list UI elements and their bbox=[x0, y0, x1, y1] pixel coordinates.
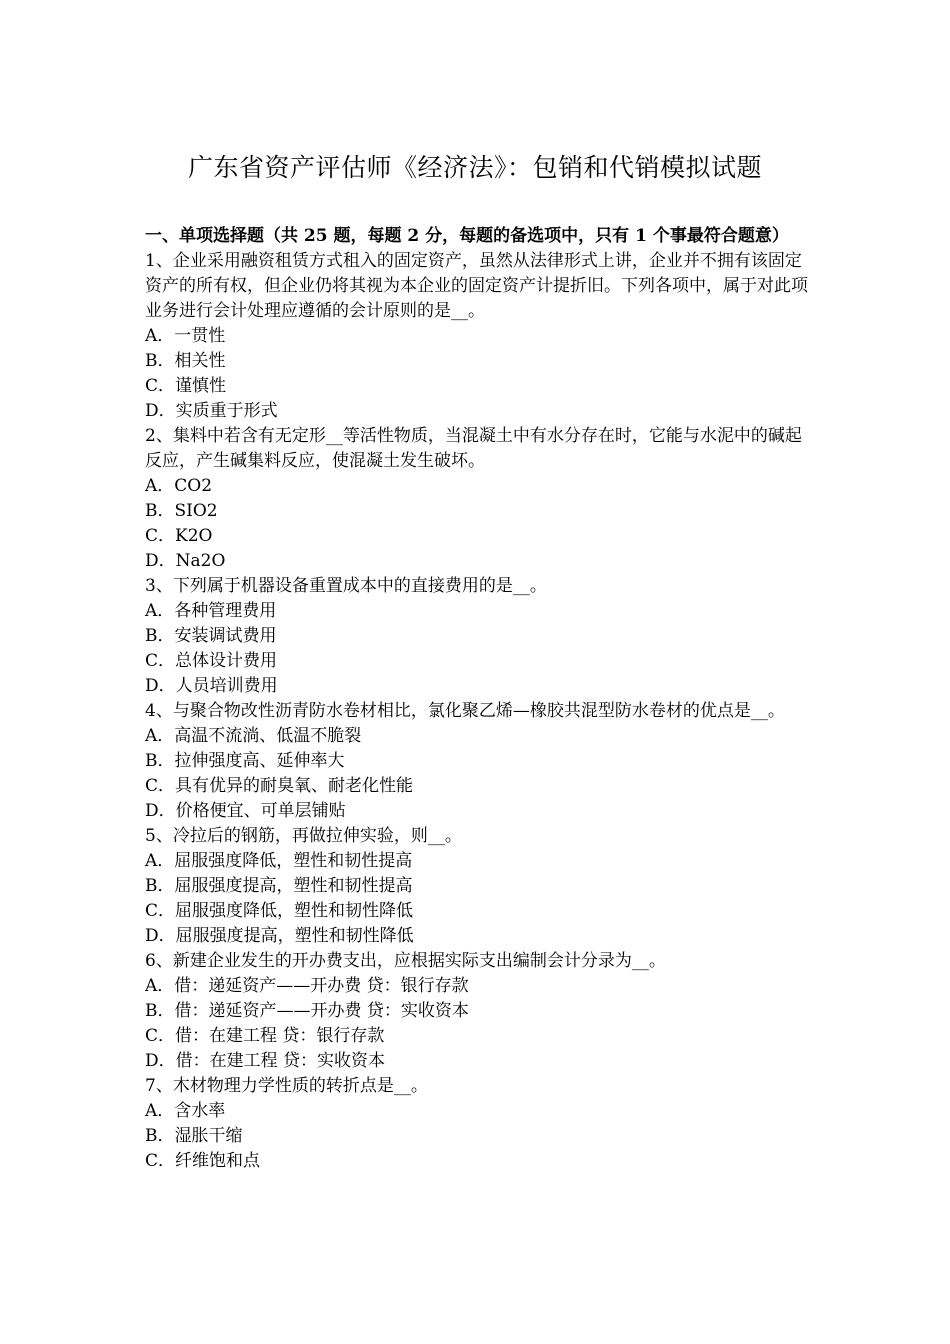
option-b: B．借：递延资产——开办费 贷：实收资本 bbox=[145, 1001, 469, 1021]
option-b: B．SIO2 bbox=[145, 501, 218, 521]
question-5 bbox=[145, 824, 810, 949]
option-a: A．屈服强度降低，塑性和韧性提高 bbox=[145, 851, 413, 871]
option-a: A．含水率 bbox=[145, 1101, 226, 1121]
option-c: C．谨慎性 bbox=[145, 376, 227, 396]
question-stem: 4、与聚合物改性沥青防水卷材相比，氯化聚乙烯—橡胶共混型防水卷材的优点是__。 bbox=[145, 701, 785, 721]
question-stem: 2、集料中若含有无定形__等活性物质，当混凝土中有水分存在时，它能与水泥中的碱起反应，产生碱集料反应，使混凝土发生破坏。 bbox=[145, 426, 802, 471]
question-stem: 7、木材物理力学性质的转折点是__。 bbox=[145, 1076, 428, 1096]
option-c: C．纤维饱和点 bbox=[145, 1151, 261, 1171]
question-stem: 5、冷拉后的钢筋，再做拉伸实验，则__。 bbox=[145, 826, 462, 846]
option-a: A．CO2 bbox=[145, 476, 213, 496]
option-a: A．高温不流淌、低温不脆裂 bbox=[145, 726, 362, 746]
question-stem: 6、新建企业发生的开办费支出，应根据实际支出编制会计分录为__。 bbox=[145, 951, 666, 971]
option-d: D．人员培训费用 bbox=[145, 676, 278, 696]
option-b: B．相关性 bbox=[145, 351, 226, 371]
question-1 bbox=[145, 249, 810, 424]
question-stem: 3、下列属于机器设备重置成本中的直接费用的是__。 bbox=[145, 576, 547, 596]
question-stem: 1、企业采用融资租赁方式租入的固定资产，虽然从法律形式上讲，企业并不拥有该固定资产的所有权，但企业仍将其视为本企业的固定资产计提折旧。下列各项中，属于对此项业务进行会计处理应遵循的会计原则的是__。 bbox=[145, 251, 808, 321]
question-2 bbox=[145, 424, 810, 574]
question-6 bbox=[145, 949, 810, 1074]
question-7 bbox=[145, 1074, 810, 1174]
option-c: C．具有优异的耐臭氧、耐老化性能 bbox=[145, 776, 414, 796]
section-heading: 一、单项选择题（共 25 题，每题 2 分，每题的备选项中，只有 1 个事最符合题意） bbox=[145, 226, 789, 246]
option-c: C．K2O bbox=[145, 526, 213, 546]
question-3 bbox=[145, 574, 810, 699]
option-d: D．屈服强度提高，塑性和韧性降低 bbox=[145, 926, 414, 946]
option-c: C．总体设计费用 bbox=[145, 651, 278, 671]
option-d: D．价格便宜、可单层铺贴 bbox=[145, 801, 346, 821]
option-d: D．Na2O bbox=[145, 551, 226, 571]
document-title: 广东省资产评估师《经济法》：包销和代销模拟试题 bbox=[187, 153, 762, 182]
option-d: D．借：在建工程 贷：实收资本 bbox=[145, 1051, 386, 1071]
question-4 bbox=[145, 699, 810, 824]
option-a: A．各种管理费用 bbox=[145, 601, 277, 621]
option-c: C．借：在建工程 贷：银行存款 bbox=[145, 1026, 385, 1046]
document-body bbox=[145, 224, 810, 1174]
option-b: B．湿胀干缩 bbox=[145, 1126, 243, 1146]
option-b: B．拉伸强度高、延伸率大 bbox=[145, 751, 345, 771]
option-b: B．安装调试费用 bbox=[145, 626, 277, 646]
option-c: C．屈服强度降低，塑性和韧性降低 bbox=[145, 901, 414, 921]
option-a: A．借：递延资产——开办费 贷：银行存款 bbox=[145, 976, 469, 996]
option-d: D．实质重于形式 bbox=[145, 401, 278, 421]
option-a: A．一贯性 bbox=[145, 326, 226, 346]
option-b: B．屈服强度提高，塑性和韧性提高 bbox=[145, 876, 413, 896]
